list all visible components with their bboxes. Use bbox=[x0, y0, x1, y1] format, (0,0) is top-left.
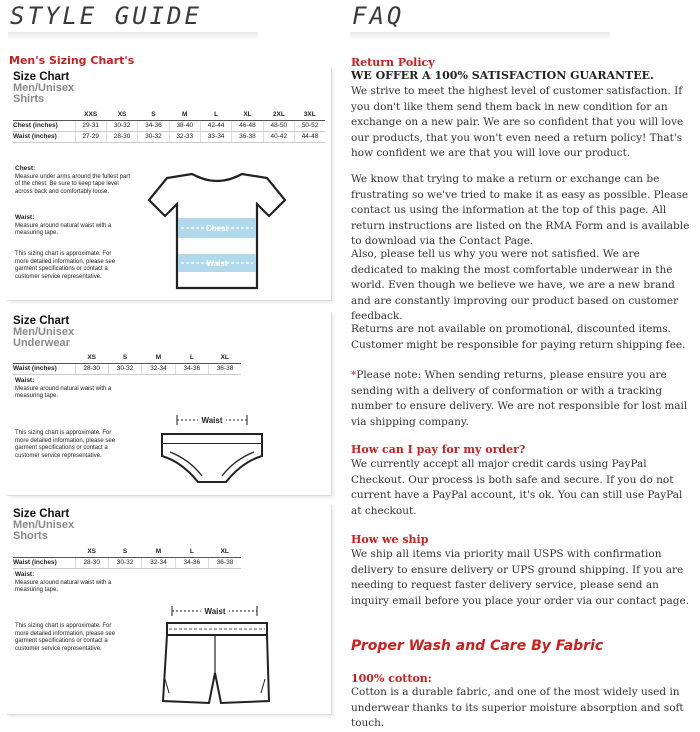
row-label: Waist (inches) bbox=[13, 557, 75, 568]
table-cell: 30-32 bbox=[138, 131, 169, 142]
shorts-card-subtitle: Men/Unisex bbox=[13, 519, 75, 531]
faq-heading: FAQ bbox=[352, 2, 405, 30]
size-header: XS bbox=[106, 109, 137, 120]
underwear-card-category: Underwear bbox=[13, 337, 70, 349]
shirt-approx-text: This sizing chart is approximate. For more detailed information, please see garment specifications or contact a customer service representative. bbox=[15, 251, 116, 280]
size-header: XS bbox=[75, 352, 108, 363]
table-cell: 36-38 bbox=[232, 131, 263, 142]
return-policy-paragraph-4: Returns are not available on promotional, discounted items. Customer might be responsible for paying return shipping fee. bbox=[351, 323, 686, 351]
shirts-size-table bbox=[13, 109, 325, 143]
table-row bbox=[13, 120, 325, 131]
shorts-illustration bbox=[157, 603, 277, 709]
payment-answer: We currently accept all major credit cards using PayPal Checkout. Our process is both safe and secure. If you do not current have a PayPal account, it's ok. You can still use PayPal at checkout. bbox=[351, 458, 683, 517]
table-cell: 32-34 bbox=[142, 557, 175, 568]
note-asterisk: * bbox=[351, 369, 357, 381]
payment-question-title: How can I pay for my order? bbox=[351, 443, 526, 456]
table-cell: 30-32 bbox=[106, 120, 137, 131]
chest-measure-label: Chest bbox=[205, 224, 229, 233]
table-cell: 28-30 bbox=[75, 363, 108, 374]
shipping-title: How we ship bbox=[351, 533, 429, 546]
table-cell: 28-30 bbox=[106, 131, 137, 142]
waist-measure-label: Waist bbox=[206, 259, 228, 268]
table-cell: 27-29 bbox=[75, 131, 106, 142]
table-row bbox=[13, 363, 241, 374]
size-header: 2XL bbox=[263, 109, 294, 120]
wash-care-title: Proper Wash and Care By Fabric bbox=[351, 638, 604, 654]
table-row bbox=[13, 131, 325, 142]
shirt-approx-note bbox=[15, 251, 117, 281]
table-cell: 34-36 bbox=[175, 557, 208, 568]
table-cell: 40-42 bbox=[263, 131, 294, 142]
shirt-waist-note-text: Measure around natural waist with a measuring tape. bbox=[15, 222, 112, 236]
underwear-card-title: Size Chart bbox=[13, 315, 70, 327]
cotton-title: 100% cotton: bbox=[351, 672, 432, 685]
underwear-waist-note bbox=[15, 377, 135, 401]
chest-note-text: Measure under arms around the fullest part of the chest. Be sure to keep tape level across back and comfortably loose. bbox=[15, 173, 131, 195]
underwear-illustration bbox=[152, 410, 272, 492]
table-cell: 36-38 bbox=[209, 363, 242, 374]
table-cell: 48-50 bbox=[263, 120, 294, 131]
return-policy-paragraph-3: Also, please tell us why you were not satisfied. We are dedicated to making the most comfortable underwear in the world. Even though we believe we have, we are a new brand and are constantly improving our product based on customer feedback. bbox=[351, 248, 679, 322]
underwear-card-subtitle: Men/Unisex bbox=[13, 326, 75, 338]
size-header: L bbox=[175, 546, 208, 557]
table-cell: 30-32 bbox=[108, 363, 141, 374]
tshirt-illustration bbox=[147, 168, 287, 293]
shirt-waist-note-title: Waist: bbox=[15, 214, 35, 221]
size-header: M bbox=[142, 352, 175, 363]
table-cell: 38-40 bbox=[169, 120, 200, 131]
size-header: S bbox=[108, 546, 141, 557]
underwear-size-card bbox=[7, 312, 332, 496]
shirts-card-subtitle: Men/Unisex bbox=[13, 82, 75, 94]
table-cell: 50-52 bbox=[295, 120, 325, 131]
shorts-card-title: Size Chart bbox=[13, 508, 70, 520]
size-header: XL bbox=[209, 352, 242, 363]
table-cell: 32-34 bbox=[142, 363, 175, 374]
size-header: S bbox=[138, 109, 169, 120]
return-policy-note bbox=[351, 368, 691, 430]
table-cell: 42-44 bbox=[200, 120, 231, 131]
sizing-section-title: Men's Sizing Chart's bbox=[9, 54, 135, 67]
underwear-size-table bbox=[13, 352, 241, 375]
underwear-approx-text: This sizing chart is approximate. For more detailed information, please see garment specifications or contact a customer service representative. bbox=[15, 430, 116, 459]
faq-underline bbox=[350, 32, 610, 40]
size-header: XL bbox=[209, 546, 242, 557]
shirt-waist-note bbox=[15, 214, 135, 238]
chest-note bbox=[15, 165, 135, 196]
satisfaction-guarantee: WE OFFER A 100% SATISFACTION GUARANTEE. bbox=[351, 69, 654, 82]
size-header: XL bbox=[232, 109, 263, 120]
size-header: 3XL bbox=[295, 109, 325, 120]
shorts-size-card bbox=[7, 505, 332, 715]
shirts-card-category: Shirts bbox=[13, 93, 45, 105]
return-policy-title: Return Policy bbox=[351, 56, 435, 69]
underwear-waist-note-title: Waist: bbox=[15, 377, 35, 384]
table-cell: 33-34 bbox=[200, 131, 231, 142]
size-header: M bbox=[142, 546, 175, 557]
table-cell: 30-32 bbox=[108, 557, 141, 568]
return-policy-note-text: Please note: When sending returns, please ensure you are sending with a delivery of conformation or with a tracking number to ensure delivery. We are not responsible for lost mail via shipping company. bbox=[351, 369, 688, 428]
style-guide-heading: STYLE GUIDE bbox=[10, 2, 202, 30]
size-header: S bbox=[108, 352, 141, 363]
style-guide-underline bbox=[8, 32, 258, 40]
table-cell: 29-31 bbox=[75, 120, 106, 131]
table-cell: 28-30 bbox=[75, 557, 108, 568]
table-cell: 34-36 bbox=[138, 120, 169, 131]
table-cell: 34-36 bbox=[175, 363, 208, 374]
chest-note-title: Chest: bbox=[15, 165, 36, 172]
shorts-size-table bbox=[13, 546, 241, 569]
cotton-description: Cotton is a durable fabric, and one of the most widely used in underwear thanks to its superior moisture absorption and soft touch. bbox=[351, 686, 684, 729]
shorts-waist-note-text: Measure around natural waist with a measuring tape. bbox=[15, 579, 112, 593]
underwear-waist-label: Waist bbox=[201, 416, 223, 425]
size-header: XS bbox=[75, 546, 108, 557]
size-header: M bbox=[169, 109, 200, 120]
shorts-waist-note-title: Waist: bbox=[15, 571, 35, 578]
underwear-approx-note bbox=[15, 430, 117, 460]
shorts-approx-text: This sizing chart is approximate. For more detailed information, please see garment specifications or contact a customer service representative. bbox=[15, 623, 116, 652]
table-cell: 36-38 bbox=[209, 557, 242, 568]
shorts-waist-label: Waist bbox=[204, 607, 226, 616]
row-label: Waist (inches) bbox=[13, 363, 75, 374]
row-label: Chest (inches) bbox=[13, 120, 75, 131]
shorts-approx-note bbox=[15, 623, 117, 653]
table-row bbox=[13, 557, 241, 568]
return-policy-paragraph-1: We strive to meet the highest level of customer satisfaction. If you don't like them send them back in new condition for an exchange on a new pair. We are so confident that you will love our products, that you won't even need a return policy! That's how confident we are that you will love our product. bbox=[351, 85, 684, 159]
shorts-card-category: Shorts bbox=[13, 530, 48, 542]
shirts-size-card bbox=[7, 68, 332, 301]
shorts-waist-note bbox=[15, 571, 135, 595]
size-header: L bbox=[200, 109, 231, 120]
table-cell: 46-48 bbox=[232, 120, 263, 131]
size-header: L bbox=[175, 352, 208, 363]
size-header: XXS bbox=[75, 109, 106, 120]
return-policy-paragraph-2: We know that trying to make a return or exchange can be frustrating so we've tried to make it as easy as possible. Please contact us using the information at the top of this page. All return instructions are listed on the RMA Form and is available to download via the Contact Page. bbox=[351, 173, 690, 247]
row-label: Waist (inches) bbox=[13, 131, 75, 142]
table-cell: 32-33 bbox=[169, 131, 200, 142]
table-cell: 44-48 bbox=[295, 131, 325, 142]
underwear-waist-note-text: Measure around natural waist with a measuring tape. bbox=[15, 385, 112, 399]
shirts-card-title: Size Chart bbox=[13, 71, 70, 83]
shipping-answer: We ship all items via priority mail USPS with confirmation delivery to ensure delivery or UPS ground shipping. If you are needing to request faster delivery service, please send an inquiry email before you place your order via our contact page. bbox=[351, 548, 690, 607]
